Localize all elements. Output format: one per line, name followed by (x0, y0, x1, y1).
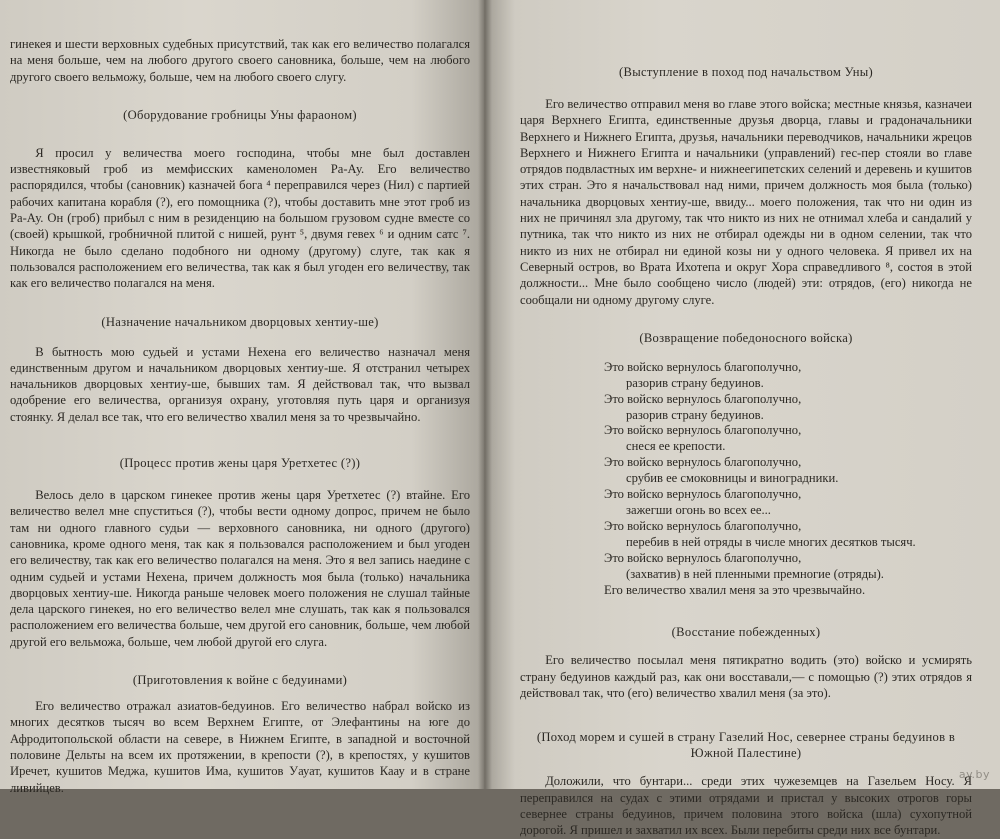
paragraph-uprising: Его величество посылал меня пятикратно водить (это) войско и усмирять страну бедуинов каждый раз, как они восставали,— с помощью (?) этих отрядов я действовал так, что (его) величество хвалил меня (за это). (520, 653, 972, 701)
heading-tomb-equipment: (Оборудование гробницы Уны фараоном) (123, 107, 357, 122)
heading-uprising: (Восстание побежденных) (671, 625, 821, 640)
song-line: Его величество хвалил меня за это чрезвычайно. (604, 582, 866, 597)
song-line: зажегши огонь во всех ее... (626, 503, 771, 518)
heading-gazelle-nose: (Поход морем и сушей в страну Газелий Нос, севернее страны бедуинов в Южной Палестине) (536, 730, 956, 761)
watermark: ay.by (958, 768, 990, 781)
paragraph-campaign: Его величество отправил меня во главе этого войска; местные князья, казначеи царя Верхнего Египта, единственные друзья дворца, главы и градоначальники Верхнего и Нижнего Египта, друзья, начальники переводчиков, начальники жрецов Верхнего и Нижнего Египта и начальники (управлений) гес-пер стояли во главе отрядов подвластных им верхне- и нижнеегипетских селений и деревень и кушитов этих стран. Это я начальствовал над ними, причем должность моя была (только) начальника дворцовых хентиу-ше, ввиду... моего положения, так что ни один из них не причинял зла другому, так что никто из них не отнимал хлеба и сандалий у путника, так что никто из них не отбирал одежды ни в одном селении, так что никто из них не отбирал ни единой козы ни у одного человека. Я привел их на Северный остров, во Врата Ихотепа и округ Хора справедливого ⁸, состоя в этой должности... Мне было сообщено число (людей) эти: отрядов, (его) никогда не сообщали ни одному другому слуге. (520, 97, 972, 307)
paragraph-palace-appointment: В бытность мою судьей и устами Нехена его величество назначал меня единственным другом и начальником дворцовых хентиу-ше. Я отстранил четырех начальников дворцовых хентиу-ше, бывших там. Я действовал так, что вызвал одобрение его величества, организуя охрану, уготовляя путь царя и организуя стоянку. Я делал все так, что его величество хвалил меня за то чрезвычайно. (10, 344, 470, 424)
song-line: (захватив) в ней пленными премногие (отряды). (626, 566, 884, 581)
left-page (0, 0, 484, 795)
song-line: Это войско вернулось благополучно, (604, 518, 802, 533)
song-line: Это войско вернулось благополучно, (604, 359, 802, 374)
song-line: разорив страну бедуинов. (626, 375, 764, 390)
heading-army-return: (Возвращение победоносного войска) (639, 330, 853, 345)
victory-song (520, 360, 972, 599)
heading-palace-appointment: (Назначение начальником дворцовых хентиу-ше) (101, 314, 379, 329)
song-line: Это войско вернулось благополучно, (604, 487, 802, 502)
heading-queen-trial: (Процесс против жены царя Уретхетес (?)) (119, 456, 361, 471)
paragraph-war-preparations: Его величество отражал азиатов-бедуинов. Его величество набрал войско из многих десятков тысяч во всем Верхнем Египте, от Элефантины на юге до Афродитопольской области на севере, в Нижнем Египте, в западной и восточной половине Дельты на всем их протяжении, в крепости (?), в крепостях, у кушитов Иречет, кушитов Меджа, кушитов Има, кушитов Уауат, кушитов Каау и в стране ливийцев. (10, 699, 470, 795)
song-line: разорив страну бедуинов. (626, 407, 764, 422)
song-line: снеся ее крепости. (626, 439, 726, 454)
heading-war-preparations: (Приготовления к войне с бедуинами) (132, 673, 348, 688)
song-line: перебив в ней отряды в числе многих десятков тысяч. (626, 534, 916, 549)
heading-campaign: (Выступление в поход под начальством Уны) (619, 65, 873, 79)
song-line: Это войско вернулось благополучно, (604, 550, 802, 565)
song-line: Это войско вернулось благополучно, (604, 423, 802, 438)
book-gutter (478, 0, 492, 789)
paragraph-sarcophagus: Я просил у величества моего господина, чтобы мне был доставлен известняковый гроб из мемфисских каменоломен Ра-Ау. Его величество распорядился, чтобы (сановник) казначей бога ⁴ переправился через (Нил) с партией рабочих капитана корабля (?), его помощника (?), чтобы доставить мне этот гроб из Ра-Ау. Он (гроб) прибыл с ним в резиденцию на большом грузовом судне вместе со (своей) крышкой, гробничной плитой с нишей, рунт ⁵, двумя гевех ⁶ и одним сатс ⁷. Никогда не было сделано подобного ни одному (другому) слуге, так как я пользовался расположением его величества, так как я был угоден его величеству, так как его величество полагался на меня. (10, 145, 470, 291)
paragraph-gazelle-nose: Доложили, что бунтари... среди этих чужеземцев на Газельем Носу. Я переправился на судах с этими отрядами и пристал у высоких отрогов горы севернее страны бедуинов, причем половина этого войска (шла) сухопутной дорогой. Я пришел и захватил их всех. Были перебиты среди них все бунтари. (520, 774, 972, 838)
song-line: срубив ее смоковницы и виноградники. (626, 471, 839, 486)
paragraph-queen-trial: Велось дело в царском гинекее против жены царя Уретхетес (?) втайне. Его величество велел мне спуститься (?), чтобы вести одному допрос, причем не было там ни одного главного судьи — верховного сановника, ни одного (другого) сановника, кроме одного меня, так как я пользовался расположением и был угоден его величеству, так как его величество полагался на меня. Это я вел запись наедине с одним судьей и устами Нехена, причем должность моя была (только) начальника дворцовых хентиу-ше. Никогда раньше человек моего положения не слушал тайные дела царского гинекея, но его величество велел мне слушать, так как я пользовался расположением его величества больше, чем другой его сановник, больше, чем любой другой его вельможа, больше, чем любой другой его слуга. (10, 488, 470, 649)
paragraph-continuation: гинекея и шести верховных судебных присутствий, так как его величество полагался на меня больше, чем на любого другого своего сановника, больше, чем на любого другого своего вельможу, больше, чем на любого своего слугу. (10, 37, 470, 84)
song-line: Это войско вернулось благополучно, (604, 455, 802, 470)
song-line: Это войско вернулось благополучно, (604, 391, 802, 406)
right-page (484, 0, 1000, 838)
